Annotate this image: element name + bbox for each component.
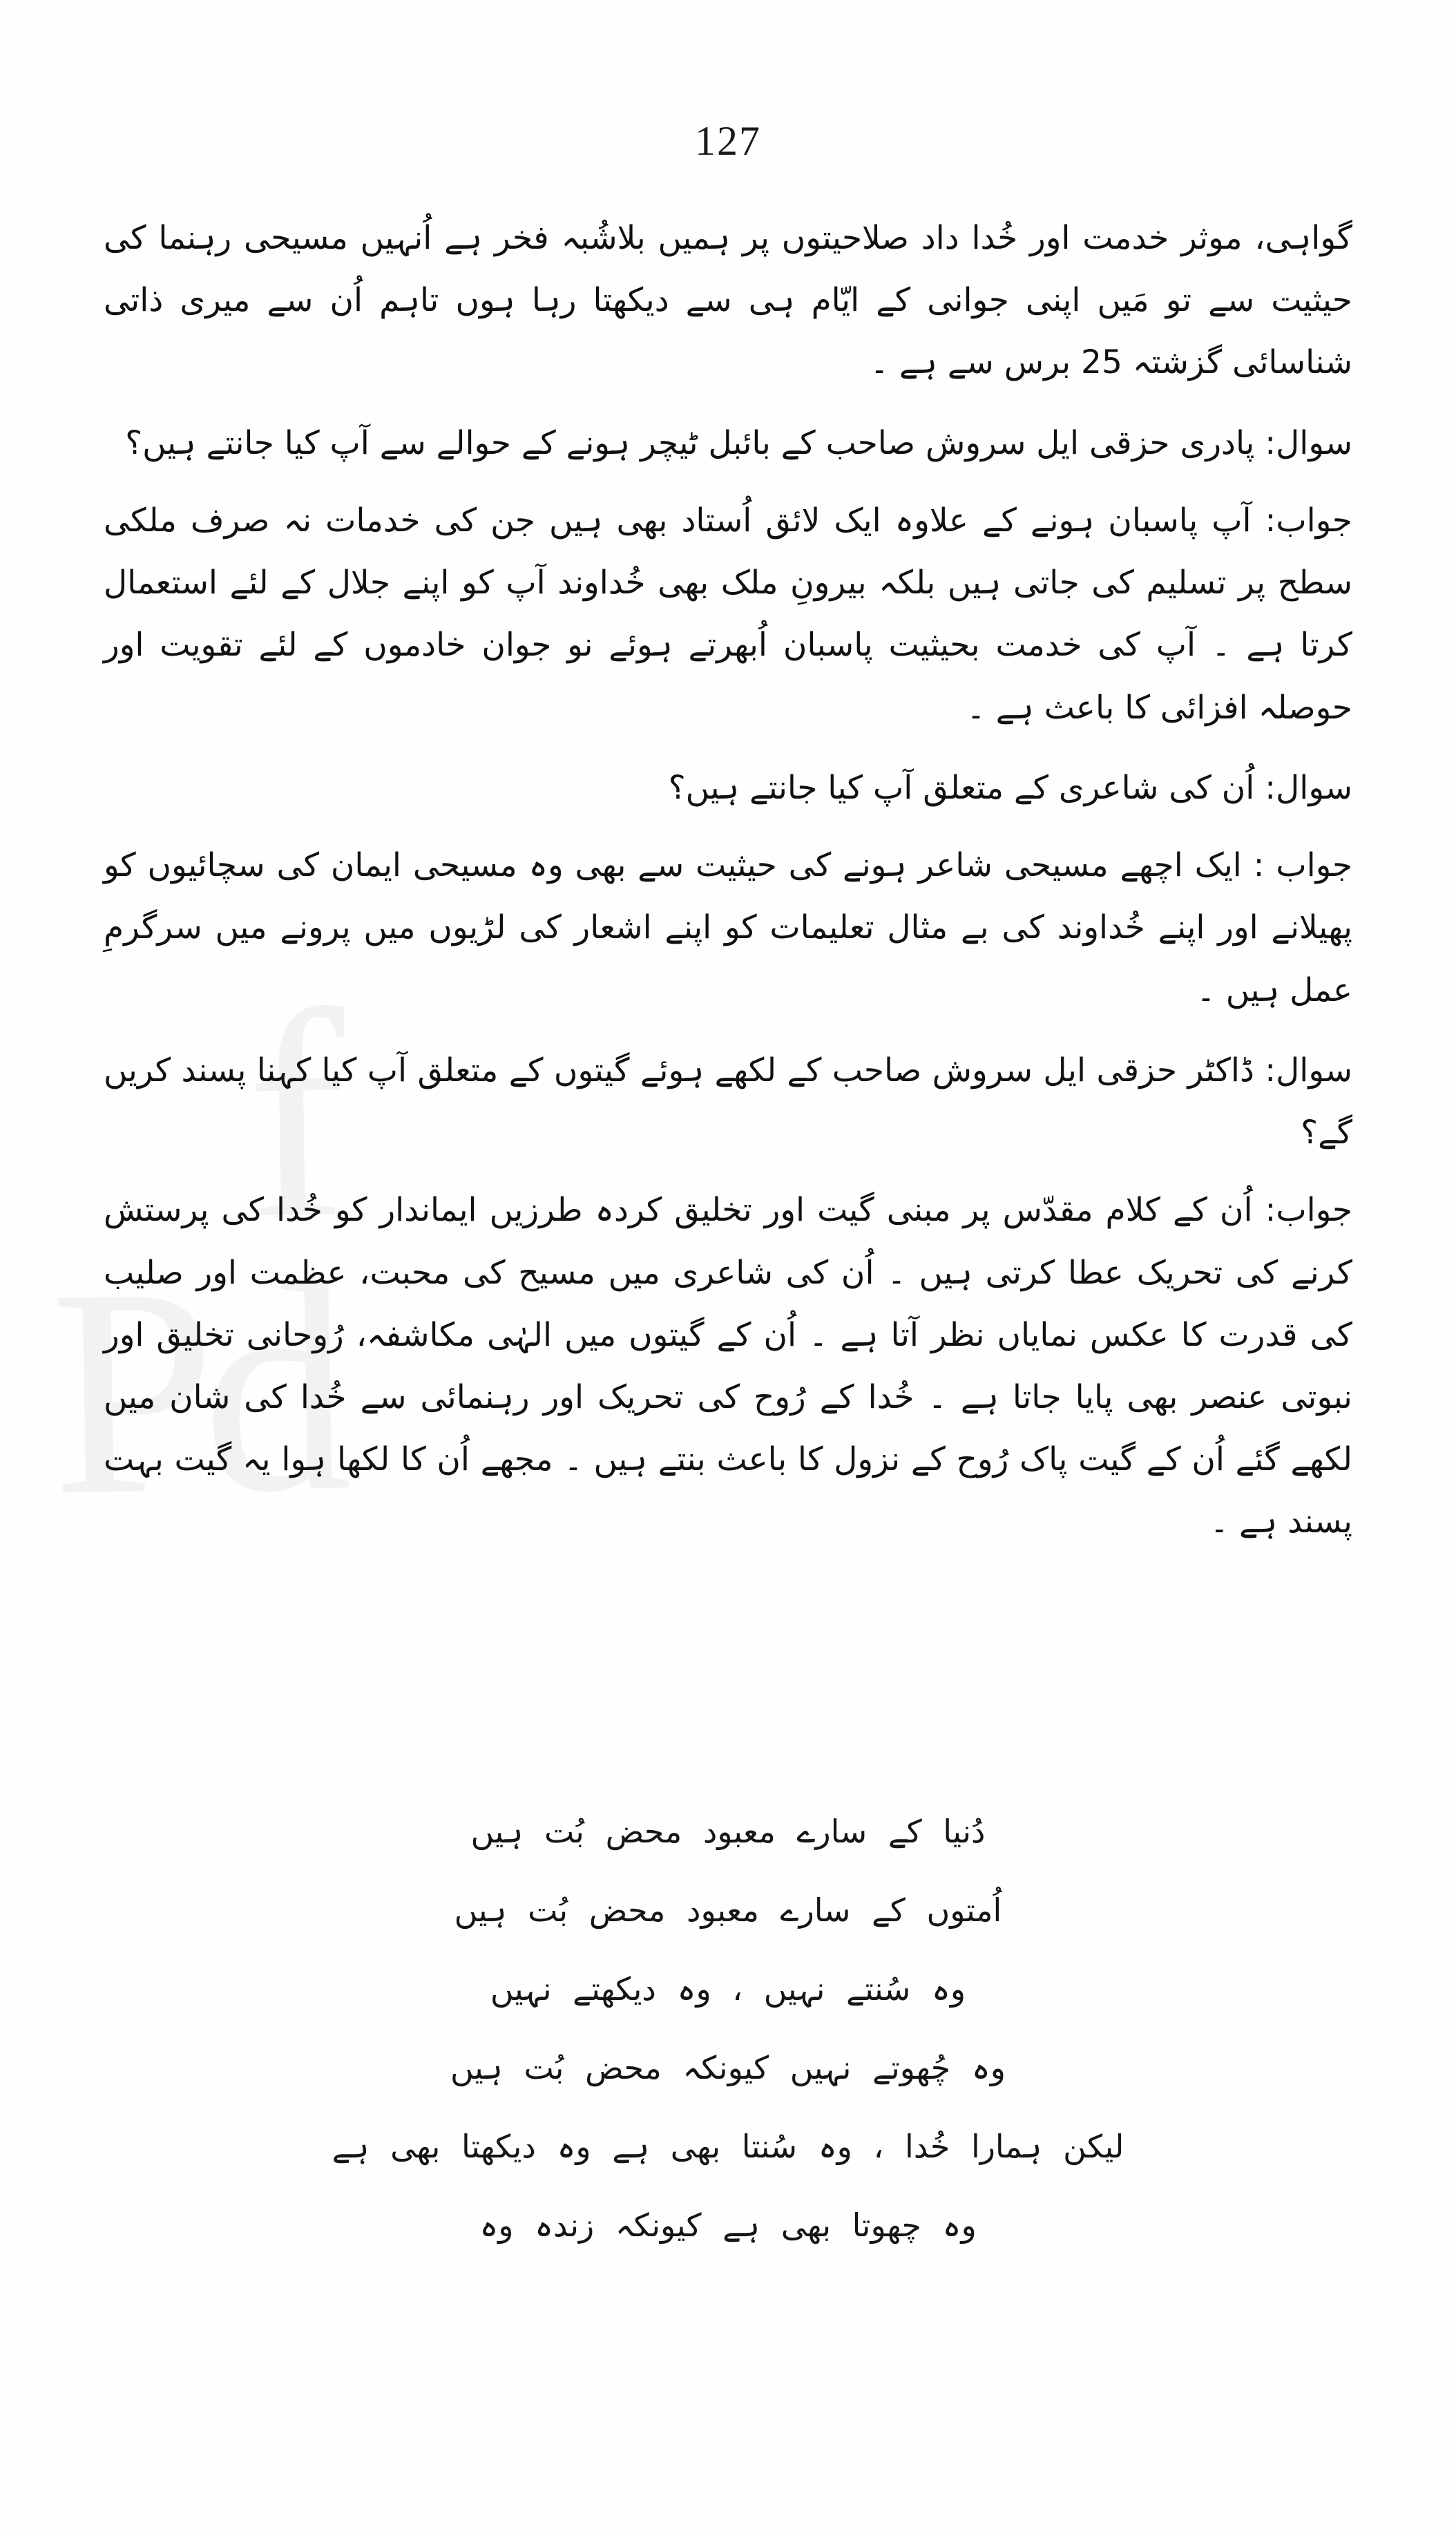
verse-line: اُمتوں کے سارے معبود محض بُت ہیں <box>454 1892 1002 1930</box>
question-bible-teacher: سوال: پادری حزقی ایل سروش صاحب کے بائبل ٹیچر ہونے کے حوالے سے آپ کیا جانتے ہیں؟ <box>125 423 1352 462</box>
answer-songs: جواب: اُن کے کلام مقدّس پر مبنی گیت اور تخلیق کردہ طرزیں ایماندار کو خُدا کی پرستش کرنے کی تحریک عطا کرتی ہیں ۔ اُن کی شاعری میں مسیح کی محبت، عظمت اور صلیب کی قدرت کا عکس نمایاں نظر آتا ہے ۔ اُن کے گیتوں میں الہٰی مکاشفہ، رُوحانی تخلیق اور نبوتی عنصر بھی پایا جاتا ہے ۔ خُدا کے رُوح کی تحریک اور رہنمائی سے خُدا کی شان میں لکھے گئے اُن کے گیت پاک رُوح کے نزول کا باعث بنتے ہیں ۔ مجھے اُن کا لکھا ہوا یہ گیت بہت پسند ہے ۔ <box>104 1191 1352 1541</box>
verse-line: وہ سُنتے نہیں ، وہ دیکھتے نہیں <box>490 1970 966 2008</box>
body-text-column <box>104 207 1352 1572</box>
verse-line: لیکن ہمارا خُدا ، وہ سُنتا بھی ہے وہ دیکھتا بھی ہے <box>332 2128 1124 2166</box>
question-poetry: سوال: اُن کی شاعری کے متعلق آپ کیا جانتے ہیں؟ <box>668 768 1352 807</box>
song-verse <box>0 1810 1456 2247</box>
question-songs: سوال: ڈاکٹر حزقی ایل سروش صاحب کے لکھے ہوئے گیتوں کے متعلق آپ کیا کہنا پسند کریں گے؟ <box>104 1051 1352 1152</box>
verse-line: وہ چھوتا بھی ہے کیونکہ زندہ وہ <box>479 2207 977 2245</box>
page-number: 127 <box>695 118 761 164</box>
paragraph-testimony: گواہی، موثر خدمت اور خُدا داد صلاحیتوں پر ہمیں بلاشُبہ فخر ہے اُنہیں مسیحی رہنما کی حیثیت سے تو مَیں اپنی جوانی کے ایّام ہی سے دیکھتا رہا ہوں تاہم اُن سے میری ذاتی شناسائی گزشتہ 25 برس سے ہے ۔ <box>104 219 1352 382</box>
verse-line: دُنیا کے سارے معبود محض بُت ہیں <box>470 1813 986 1850</box>
answer-bible-teacher: جواب: آپ پاسبان ہونے کے علاوہ ایک لائق اُستاد بھی ہیں جن کی خدمات نہ صرف ملکی سطح پر تسلیم کی جاتی ہیں بلکہ بیرونِ ملک بھی خُداوند آپ کو اپنے جلال کے لئے استعمال کرتا ہے ۔ آپ کی خدمت بحیثیت پاسبان اُبھرتے ہوئے نو جوان خادموں کے لئے تقویت اور حوصلہ افزائی کا باعث ہے ۔ <box>104 501 1352 727</box>
answer-poetry: جواب : ایک اچھے مسیحی شاعر ہونے کی حیثیت سے بھی وہ مسیحی ایمان کی سچائیوں کو پھیلانے اور اپنے خُداوند کی بے مثال تعلیمات کو اپنے اشعار کی لڑیوں میں پرونے میں سرگرمِ عمل ہیں ۔ <box>104 846 1352 1009</box>
verse-line: وہ چُھوتے نہیں کیونکہ محض بُت ہیں <box>450 2049 1006 2087</box>
